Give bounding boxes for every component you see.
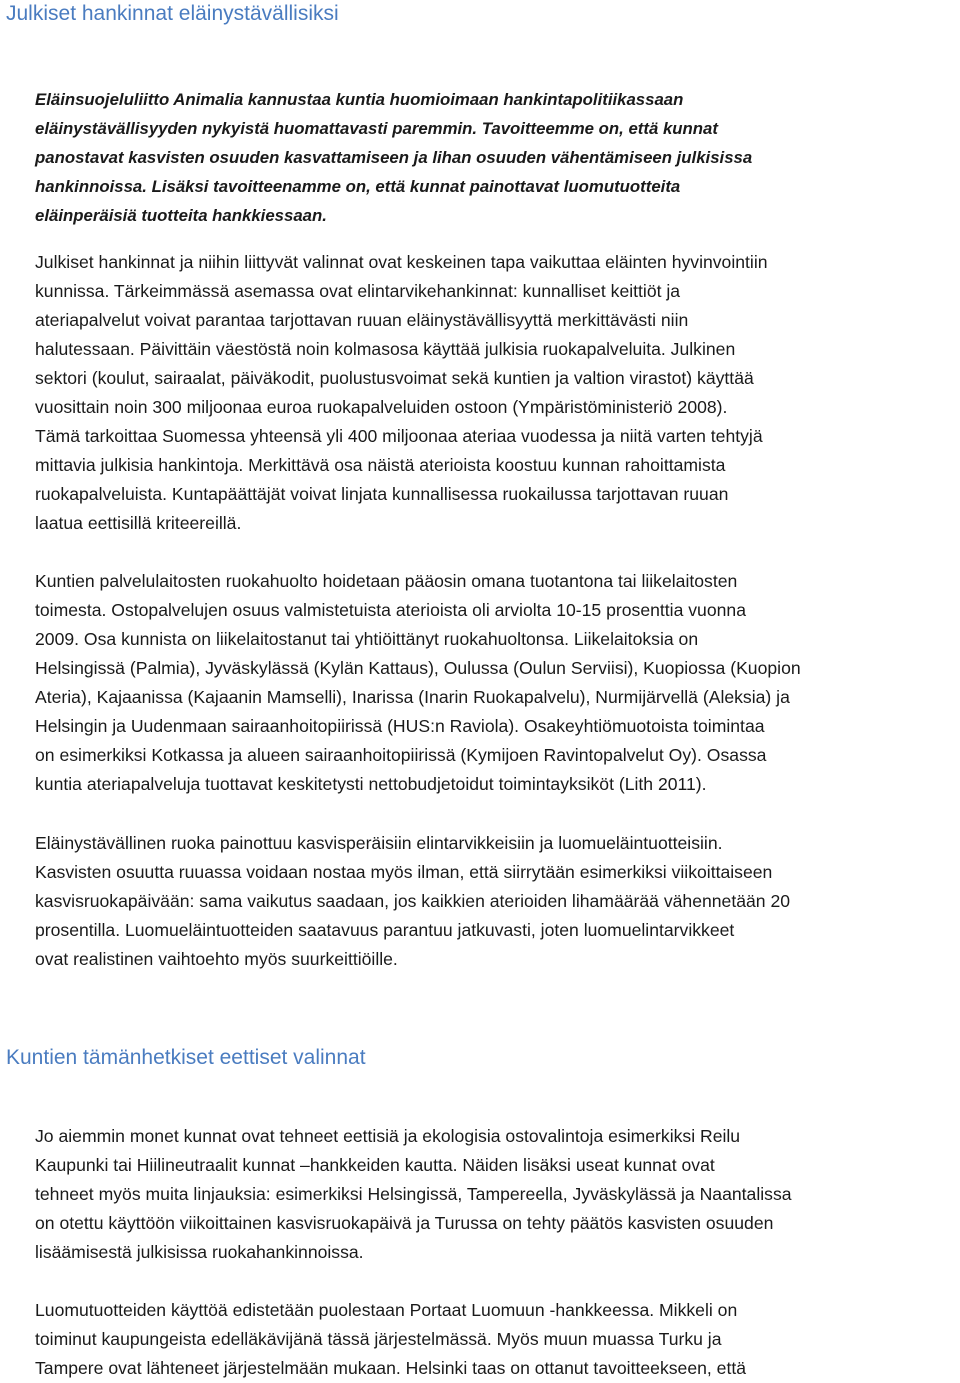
- text-line: laatua eettisillä kriteereillä.: [35, 513, 242, 533]
- text-line: ovat realistinen vaihtoehto myös suurkeittiöille.: [35, 949, 398, 969]
- text-line: ruokapalveluista. Kuntapäättäjät voivat linjata kunnallisessa ruokailussa tarjottavan ruuan: [35, 484, 729, 504]
- body-paragraph-organic-products: [35, 1296, 960, 1383]
- text-line: panostavat kasvisten osuuden kasvattamiseen ja lihan osuuden vähentämiseen julkisissa: [35, 148, 753, 167]
- body-paragraph-catering-organisation: [35, 567, 960, 799]
- text-line: sektori (koulut, sairaalat, päiväkodit, puolustusvoimat sekä kuntien ja valtion virastot) käyttää: [35, 368, 754, 388]
- text-line: 2009. Osa kunnista on liikelaitostanut tai yhtiöittänyt ruokahuoltonsa. Liikelaitoksia on: [35, 629, 699, 649]
- body-paragraph-procurement: [35, 248, 960, 538]
- text-line: eläinystävällisyyden nykyistä huomattavasti paremmin. Tavoitteemme on, että kunnat: [35, 119, 718, 138]
- text-line: Eläinystävällinen ruoka painottuu kasvisperäisiin elintarvikkeisiin ja luomueläintuotteisiin.: [35, 833, 723, 853]
- section-heading-current-ethical-choices: Kuntien tämänhetkiset eettiset valinnat: [6, 1046, 366, 1069]
- body-paragraph-animal-friendly-food: [35, 829, 960, 974]
- text-line: kunnissa. Tärkeimmässä asemassa ovat elintarvikehankinnat: kunnalliset keittiöt ja: [35, 281, 681, 301]
- text-line: Kasvisten osuutta ruuassa voidaan nostaa myös ilman, että siirrytään esimerkiksi viikoittaiseen: [35, 862, 773, 882]
- text-line: Kaupunki tai Hiilineutraalit kunnat –hankkeiden kautta. Näiden lisäksi useat kunnat ovat: [35, 1155, 715, 1175]
- text-line: Eläinsuojeluliitto Animalia kannustaa kuntia huomioimaan hankintapolitiikassaan: [35, 90, 684, 109]
- text-line: lisäämisestä julkisissa ruokahankinnoissa.: [35, 1242, 364, 1262]
- text-line: prosentilla. Luomueläintuotteiden saatavuus parantuu jatkuvasti, joten luomuelintarvikkeet: [35, 920, 735, 940]
- text-line: mittavia julkisia hankintoja. Merkittävä osa näistä aterioista koostuu kunnan rahoittamista: [35, 455, 726, 475]
- text-line: Luomutuotteiden käyttöä edistetään puolestaan Portaat Luomuun -hankkeessa. Mikkeli on: [35, 1300, 738, 1320]
- text-line: Tämä tarkoittaa Suomessa yhteensä yli 400 miljoonaa ateriaa vuodessa ja niitä varten tehtyjä: [35, 426, 763, 446]
- text-line: Helsingissä (Palmia), Jyväskylässä (Kylän Kattaus), Oulussa (Oulun Serviisi), Kuopiossa (Kuopion: [35, 658, 801, 678]
- text-line: hankinnoissa. Lisäksi tavoitteenamme on, että kunnat painottavat luomutuotteita: [35, 177, 681, 196]
- intro-paragraph: [35, 85, 960, 230]
- text-line: on esimerkiksi Kotkassa ja alueen sairaanhoitopiirissä (Kymijoen Ravintopalvelut Oy). Osassa: [35, 745, 767, 765]
- text-line: tehneet myös muita linjauksia: esimerkiksi Helsingissä, Tampereella, Jyväskylässä ja Naantalissa: [35, 1184, 792, 1204]
- text-line: on otettu käyttöön viikoittainen kasvisruokapäivä ja Turussa on tehty päätös kasvisten osuuden: [35, 1213, 774, 1233]
- text-line: Kuntien palvelulaitosten ruokahuolto hoidetaan pääosin omana tuotantona tai liikelaitosten: [35, 571, 738, 591]
- text-line: Tampere ovat lähteneet järjestelmään mukaan. Helsinki taas on ottanut tavoitteekseen, että: [35, 1358, 747, 1378]
- text-line: kuntia ateriapalveluja tuottavat keskitetysti nettobudjetoidut toimintayksiköt (Lith 2011).: [35, 774, 707, 794]
- text-line: toiminut kaupungeista edelläkävijänä tässä järjestelmässä. Myös muun muassa Turku ja: [35, 1329, 722, 1349]
- body-paragraph-ethical-purchasing: [35, 1122, 960, 1267]
- text-line: eläinperäisiä tuotteita hankkiessaan.: [35, 206, 327, 225]
- text-line: Ateria), Kajaanissa (Kajaanin Mamselli), Inarissa (Inarin Ruokapalvelu), Nurmijärvellä (Aleksia) ja: [35, 687, 790, 707]
- text-line: vuosittain noin 300 miljoonaa euroa ruokapalveluiden ostoon (Ympäristöministeriö 2008).: [35, 397, 728, 417]
- text-line: Jo aiemmin monet kunnat ovat tehneet eettisiä ja ekologisia ostovalintoja esimerkiksi Reilu: [35, 1126, 741, 1146]
- text-line: ateriapalvelut voivat parantaa tarjottavan ruuan eläinystävällisyyttä merkittävästi niin: [35, 310, 689, 330]
- text-line: Helsingin ja Uudenmaan sairaanhoitopiirissä (HUS:n Raviola). Osakeyhtiömuotoista toimintaa: [35, 716, 765, 736]
- text-line: Julkiset hankinnat ja niihin liittyvät valinnat ovat keskeinen tapa vaikuttaa eläinten hyvinvointiin: [35, 252, 768, 272]
- text-line: halutessaan. Päivittäin väestöstä noin kolmasosa käyttää julkisia ruokapalveluita. Julkinen: [35, 339, 736, 359]
- text-line: kasvisruokapäivään: sama vaikutus saadaan, jos kaikkien aterioiden lihamäärää vähennetään 20: [35, 891, 791, 911]
- section-heading-public-procurement: Julkiset hankinnat eläinystävällisiksi: [6, 2, 339, 25]
- text-line: toimesta. Ostopalvelujen osuus valmistetuista aterioista oli arviolta 10-15 prosenttia vuonna: [35, 600, 746, 620]
